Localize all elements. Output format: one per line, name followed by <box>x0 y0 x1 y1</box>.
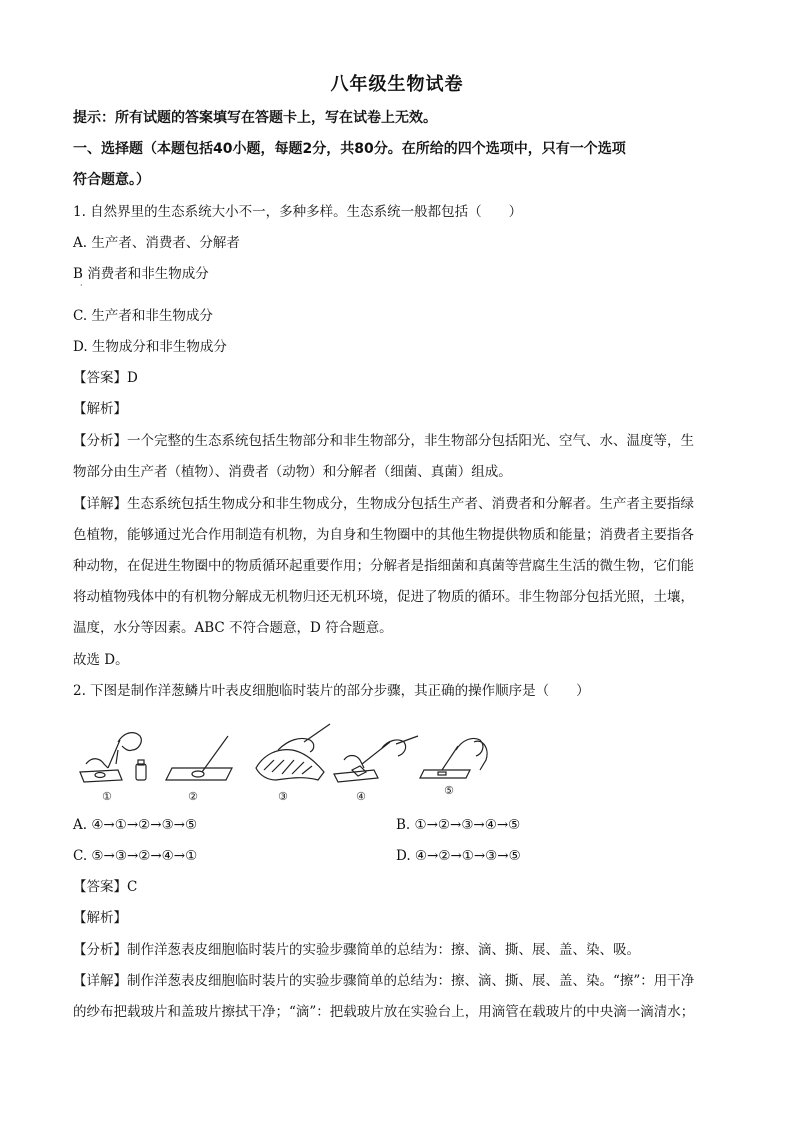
q2-procedure-figure <box>78 720 508 804</box>
q1-option-d: D. 生物成分和非生物成分 <box>73 339 227 355</box>
figure-label-4: ④ <box>356 790 366 803</box>
q2-option-b: B. ①→②→③→④→⑤ <box>396 817 521 833</box>
q1-option-a: A. 生产者、消费者、分解者 <box>73 235 240 251</box>
q1-stem: 1. 自然界里的生态系统大小不一，多种多样。生态系统一般都包括（ ） <box>73 204 523 220</box>
step3-drawing <box>256 724 330 780</box>
page-title: 八年级生物试卷 <box>330 74 464 95</box>
q2-option-d: D. ④→②→①→③→⑤ <box>396 848 521 864</box>
q2-fenxi: 【分析】制作洋葱表皮细胞临时装片的实验步骤简单的总结为：擦、滴、撕、展、盖、染、吸。 <box>73 942 640 958</box>
section-heading-line1: 一、选择题（本题包括40小题，每题2分，共80分。在所给的四个选项中，只有一个选项 <box>73 141 626 157</box>
figure-label-1: ① <box>102 790 112 803</box>
q1-fenxi-line1: 【分析】一个完整的生态系统包括生物部分和非生物部分，非生物部分包括阳光、空气、水、温度等，生 <box>73 433 694 449</box>
q1-fenxi-line2: 物部分由生产者（植物）、消费者（动物）和分解者（细菌、真菌）组成。 <box>73 464 512 480</box>
q1-answer: 【答案】D <box>73 370 138 386</box>
q2-answer: 【答案】C <box>73 879 138 895</box>
figure-label-2: ② <box>188 790 198 803</box>
section-heading-line2: 符合题意。） <box>73 172 150 188</box>
q1-analysis-label: 【解析】 <box>73 401 127 417</box>
step1-drawing <box>80 733 146 782</box>
q1-conclusion: 故选 D。 <box>73 652 129 668</box>
q2-xiangjie-line2: 的纱布把载玻片和盖玻片擦拭干净；“滴”：把载玻片放在实验台上，用滴管在载玻片的中央滴一滴清水； <box>73 1004 695 1020</box>
q2-analysis-label: 【解析】 <box>73 910 127 926</box>
step2-drawing <box>166 736 232 780</box>
step5-drawing <box>420 738 487 778</box>
q2-stem: 2. 下图是制作洋葱鳞片叶表皮细胞临时装片的部分步骤，其正确的操作顺序是（ ） <box>73 683 590 699</box>
figure-label-5: ⑤ <box>444 784 454 797</box>
q2-xiangjie-line1: 【详解】制作洋葱表皮细胞临时装片的实验步骤简单的总结为：擦、滴、撕、展、盖、染。“擦”：用干净 <box>73 973 695 989</box>
q2-option-c: C. ⑤→③→②→④→① <box>73 848 198 864</box>
q1-xiangjie-line4: 将动植物残体中的有机物分解成无机物归还无机环境，促进了物质的循环。非生物部分包括光照，土壤， <box>73 589 694 605</box>
q1-option-c: C. 生产者和非生物成分 <box>73 308 213 324</box>
step4-drawing <box>334 736 418 782</box>
exam-tip: 提示：所有试题的答案填写在答题卡上，写在试卷上无效。 <box>73 110 437 126</box>
q1-xiangjie-line1: 【详解】生态系统包括生物成分和非生物成分，生物成分包括生产者、消费者和分解者。生产者主要指绿 <box>73 496 694 512</box>
q1-xiangjie-line3: 种动物，在促进生物圈中的物质循环起重要作用；分解者是指细菌和真菌等营腐生生活的微生物，它们能 <box>73 558 694 574</box>
q1-xiangjie-line2: 色植物，能够通过光合作用制造有机物，为自身和生物圈中的其他生物提供物质和能量；消费者主要指各 <box>73 527 694 543</box>
q1-option-b: B 消费者和非生物成分 <box>73 266 209 282</box>
q1-xiangjie-line5: 温度，水分等因素。ABC 不符合题意，D 符合题意。 <box>73 620 393 636</box>
figure-label-3: ③ <box>278 790 288 803</box>
stray-dot: · <box>80 281 83 290</box>
q2-option-a: A. ④→①→②→③→⑤ <box>73 817 198 833</box>
